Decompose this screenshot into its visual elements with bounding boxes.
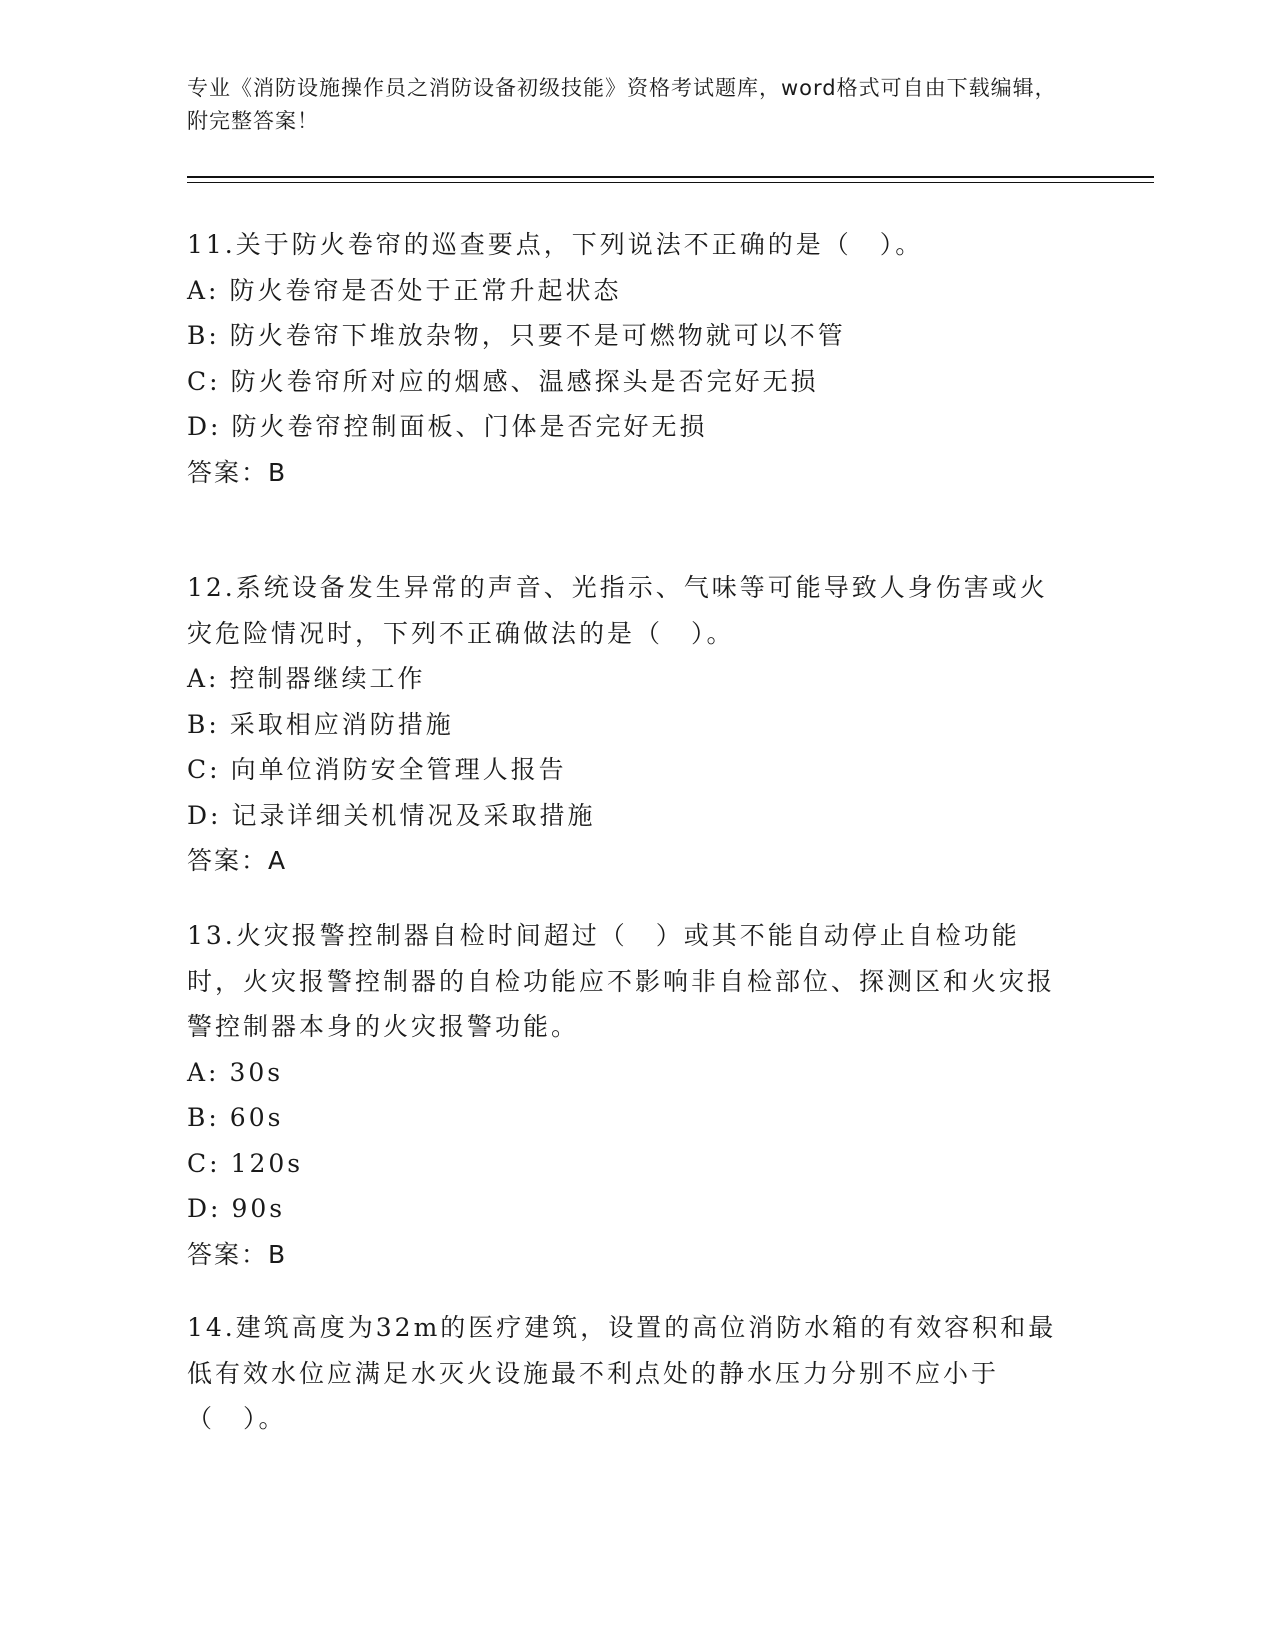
option-c — [187, 747, 1067, 793]
option-c — [187, 359, 1067, 405]
answer-label: 答案： — [187, 846, 269, 875]
option-d — [187, 404, 1067, 450]
option-letter: C: — [187, 755, 221, 784]
question-text: 建筑高度为32m的医疗建筑，设置的高位消防水箱的有效容积和最低有效水位应满足水灭火设施最不利点处的静水压力分别不应小于（ ）。 — [187, 1313, 1057, 1433]
question-text: 系统设备发生异常的声音、光指示、气味等可能导致人身伤害或火灾危险情况时，下列不正确做法的是（ ）。 — [187, 573, 1048, 648]
option-text: 120s — [230, 1148, 304, 1178]
answer-line — [187, 1232, 1067, 1278]
option-letter: C: — [187, 1148, 221, 1178]
answer-value: B — [268, 1239, 288, 1269]
question-13 — [187, 913, 1067, 1277]
option-a — [187, 268, 1067, 314]
option-b — [187, 1095, 1067, 1141]
option-text: 采取相应消防措施 — [229, 709, 454, 739]
answer-label: 答案： — [187, 1239, 269, 1269]
answer-value: A — [268, 846, 288, 875]
question-number: 11. — [187, 230, 236, 259]
option-letter: C: — [187, 366, 221, 396]
option-text: 防火卷帘是否处于正常升起状态 — [229, 275, 622, 305]
option-letter: A: — [187, 664, 220, 693]
answer-line — [187, 838, 1067, 884]
option-text: 记录详细关机情况及采取措施 — [231, 800, 596, 830]
question-14 — [187, 1305, 1067, 1442]
question-12 — [187, 565, 1067, 884]
option-text: 防火卷帘下堆放杂物，只要不是可燃物就可以不管 — [229, 321, 846, 350]
option-letter: B: — [187, 321, 220, 350]
option-text: 90s — [231, 1194, 286, 1223]
option-text: 60s — [229, 1103, 284, 1132]
option-a — [187, 656, 1067, 702]
option-letter: A: — [187, 1057, 220, 1087]
question-number: 13. — [187, 921, 236, 950]
answer-value: B — [268, 457, 288, 487]
question-text: 火灾报警控制器自检时间超过（ ）或其不能自动停止自检功能时，火灾报警控制器的自检功能应不影响非自检部位、探测区和火灾报警控制器本身的火灾报警功能。 — [187, 921, 1056, 1041]
option-d — [187, 1186, 1067, 1232]
answer-label: 答案： — [187, 457, 269, 487]
question-11 — [187, 222, 1067, 495]
header-divider-thin — [187, 182, 1154, 183]
question-stem — [187, 222, 1067, 268]
option-d — [187, 793, 1067, 839]
question-text: 关于防火卷帘的巡查要点，下列说法不正确的是（ ）。 — [235, 230, 924, 259]
option-letter: D: — [187, 1194, 222, 1223]
page-header — [187, 72, 1067, 138]
option-letter: D: — [187, 800, 222, 830]
question-stem — [187, 1305, 1067, 1442]
question-number: 12. — [187, 573, 236, 602]
option-text: 防火卷帘所对应的烟感、温感探头是否完好无损 — [230, 366, 819, 396]
answer-line — [187, 450, 1067, 496]
option-letter: B: — [187, 709, 220, 739]
option-a — [187, 1050, 1067, 1096]
option-text: 30s — [229, 1057, 284, 1087]
option-letter: B: — [187, 1103, 220, 1132]
header-title: 专业《消防设施操作员之消防设备初级技能》资格考试题库，word格式可自由下载编辑，附完整答案！ — [187, 76, 1057, 133]
option-letter: A: — [187, 275, 220, 305]
option-text: 防火卷帘控制面板、门体是否完好无损 — [231, 412, 708, 441]
question-stem — [187, 913, 1067, 1050]
question-stem — [187, 565, 1067, 656]
option-letter: D: — [187, 412, 222, 441]
option-b — [187, 313, 1067, 359]
option-text: 向单位消防安全管理人报告 — [230, 755, 567, 784]
option-b — [187, 702, 1067, 748]
option-text: 控制器继续工作 — [229, 664, 426, 693]
option-c — [187, 1141, 1067, 1187]
question-number: 14. — [187, 1313, 236, 1342]
header-divider-thick — [187, 176, 1154, 178]
